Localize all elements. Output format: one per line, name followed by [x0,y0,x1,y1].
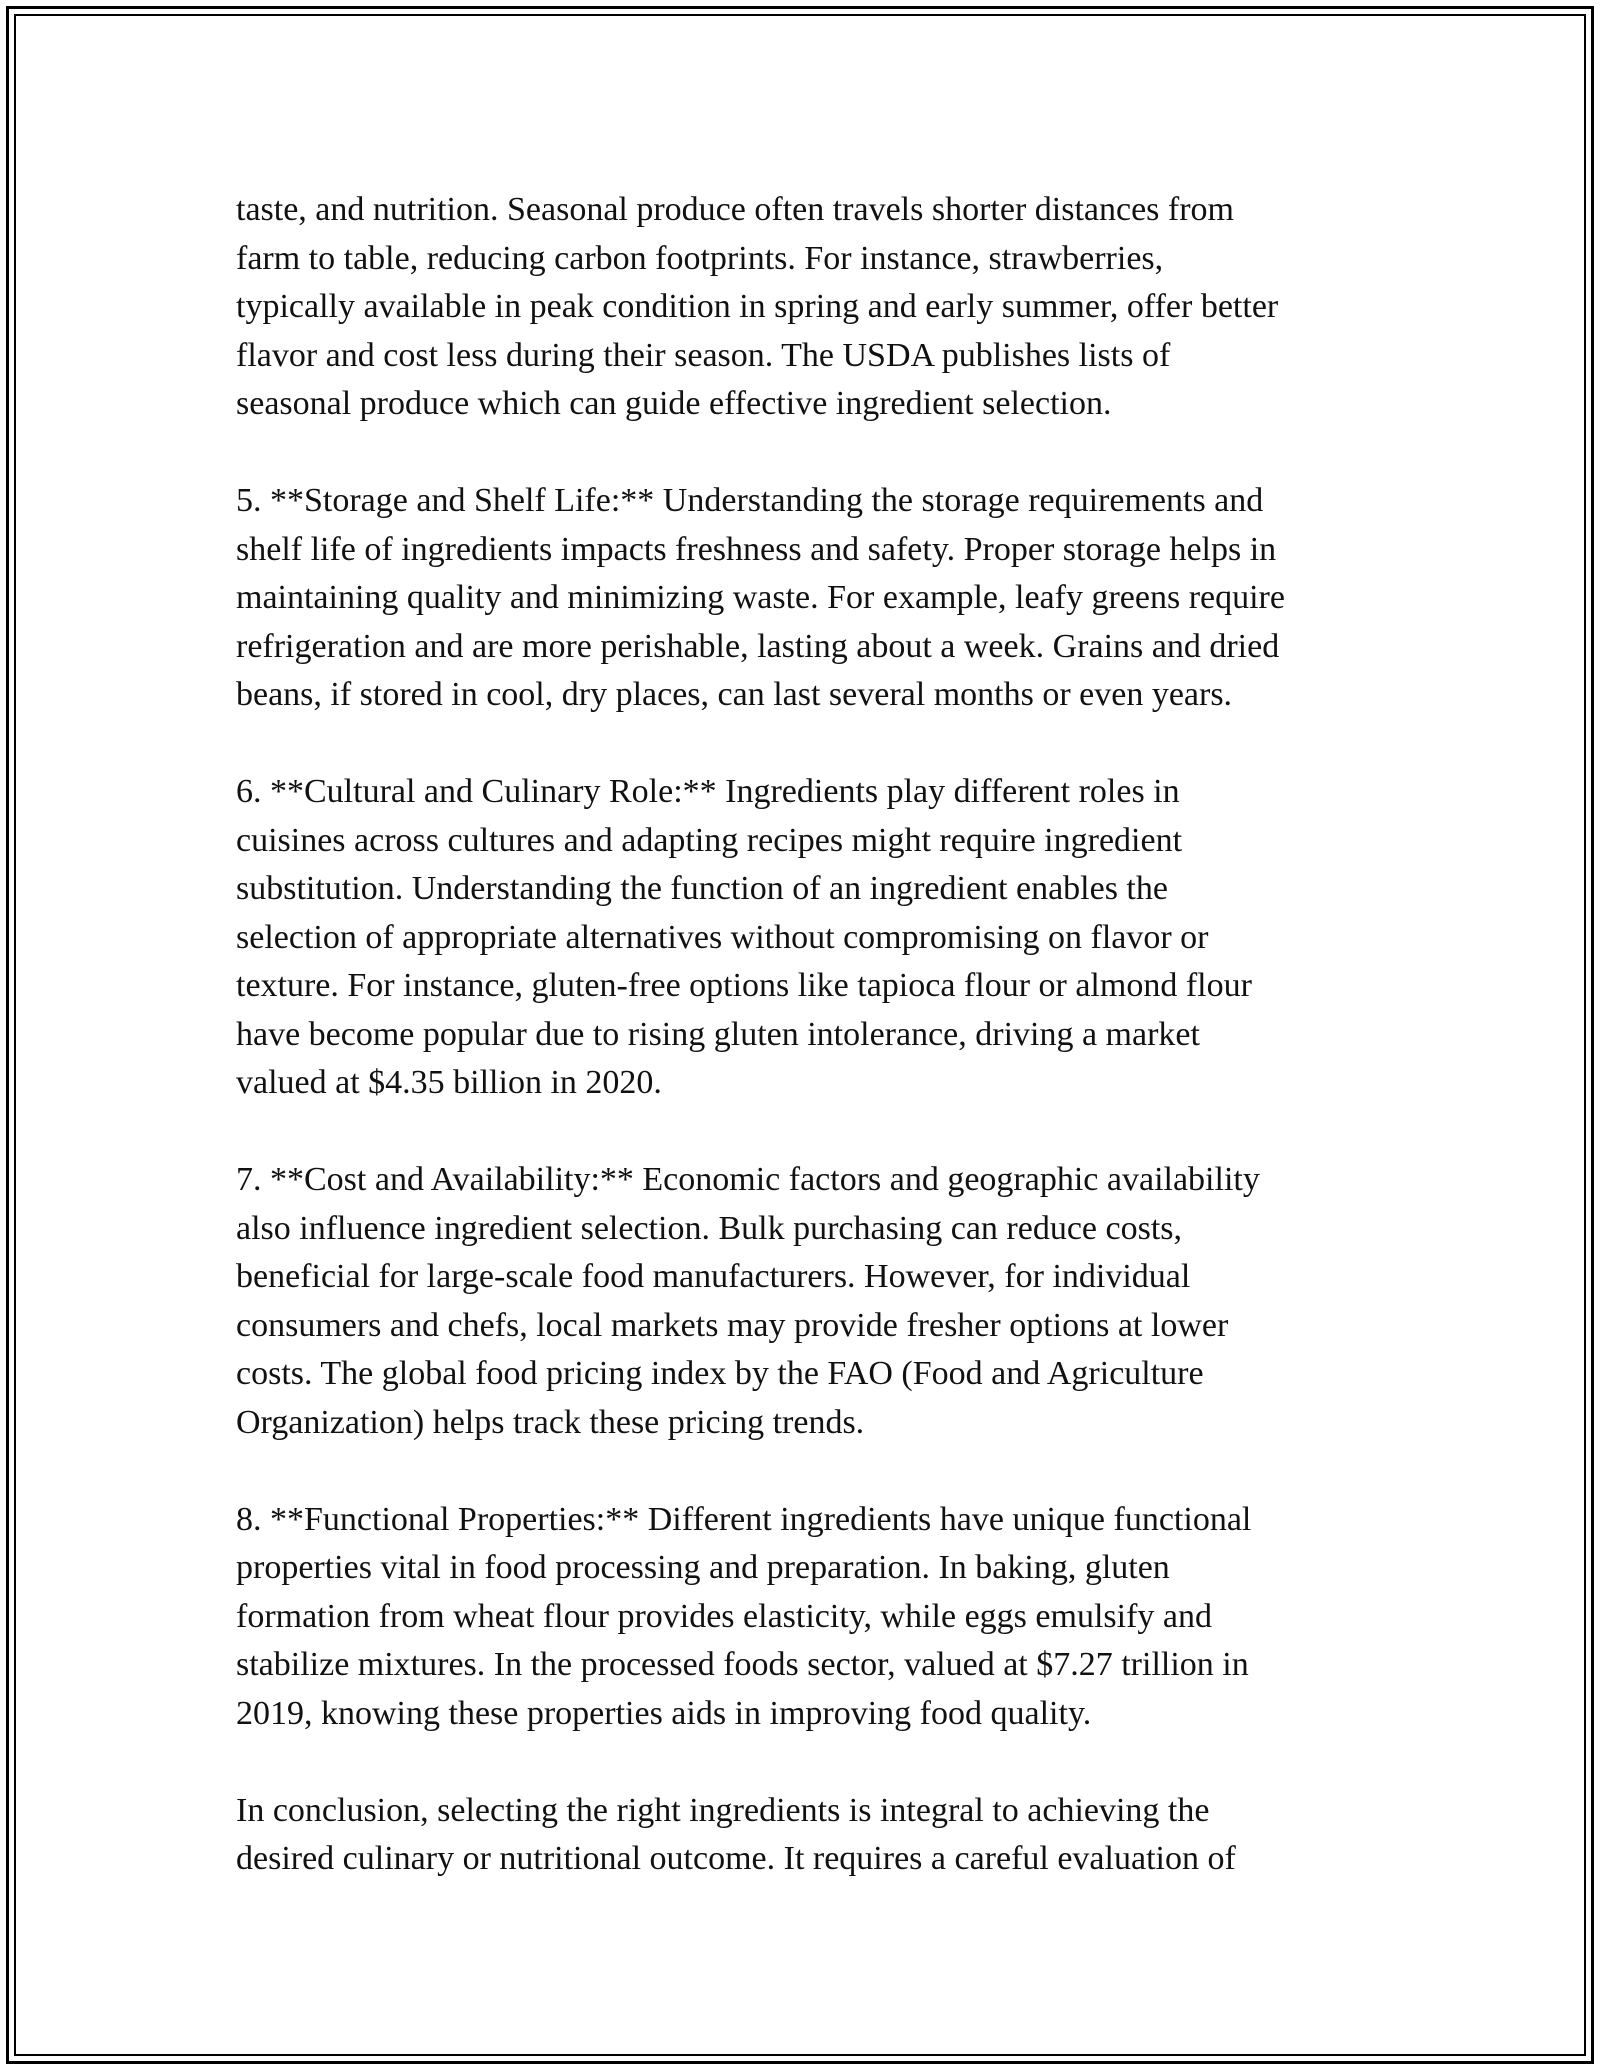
paragraph-seasonal-continuation: taste, and nutrition. Seasonal produce often travels shorter distances from farm to table, reducing carbon footprints. For instance, strawberries, typically available in peak condition in spring and early summer, offer better flavor and cost less during their season. The USDA publishes lists of seasonal produce which can guide effective ingredient selection. [236,191,1279,422]
paragraph-conclusion: In conclusion, selecting the right ingredients is integral to achieving the desired culinary or nutritional outcome. It requires a careful evaluation of [236,1791,1236,1877]
document-body [236,186,1386,1932]
paragraph-cost-availability: 7. **Cost and Availability:** Economic factors and geographic availability also influence ingredient selection. Bulk purchasing can reduce costs, beneficial for large-scale food manufacturers. However, for individual consumers and chefs, local markets may provide fresher options at lower costs. The global food pricing index by the FAO (Food and Agriculture Organization) helps track these pricing trends. [236,1161,1260,1441]
paragraph-storage-shelf-life: 5. **Storage and Shelf Life:** Understanding the storage requirements and shelf life of ingredients impacts freshness and safety. Proper storage helps in maintaining quality and minimizing waste. For example, leafy greens require refrigeration and are more perishable, lasting about a week. Grains and dried beans, if stored in cool, dry places, can last several months or even years. [236,482,1285,713]
paragraph-cultural-culinary-role: 6. **Cultural and Culinary Role:** Ingredients play different roles in cuisines across cultures and adapting recipes might require ingredient substitution. Understanding the function of an ingredient enables the selection of appropriate alternatives without compromising on flavor or texture. For instance, gluten-free options like tapioca flour or almond flour have become popular due to rising gluten intolerance, driving a market valued at $4.35 billion in 2020. [236,773,1252,1101]
paragraph-functional-properties: 8. **Functional Properties:** Different ingredients have unique functional properties vital in food processing and preparation. In baking, gluten formation from wheat flour provides elasticity, while eggs emulsify and stabilize mixtures. In the processed foods sector, valued at $7.27 trillion in 2019, knowing these properties aids in improving food quality. [236,1500,1252,1732]
